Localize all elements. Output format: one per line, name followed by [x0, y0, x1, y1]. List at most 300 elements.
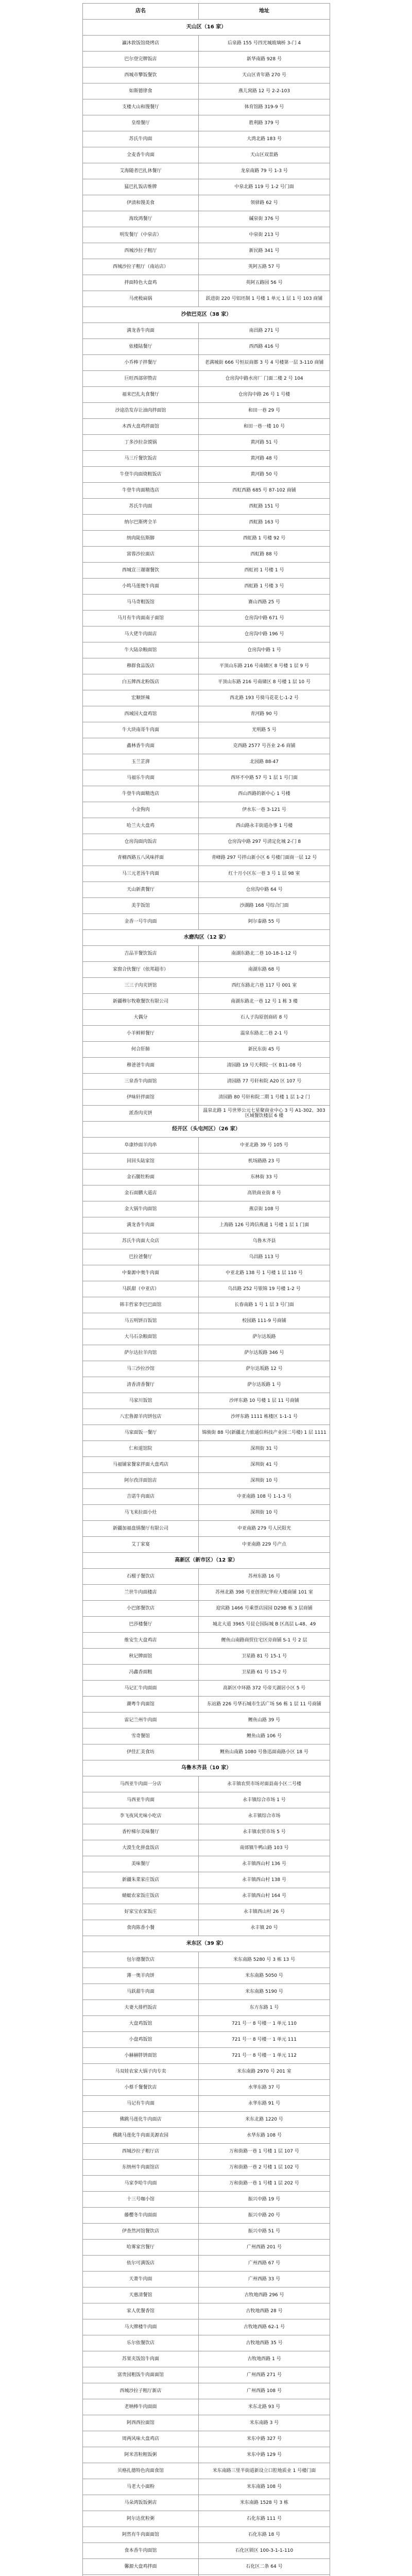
restaurant-name: 小乔棒子拌餐厅 — [83, 355, 199, 371]
table-row — [83, 738, 330, 754]
header-row — [83, 4, 330, 20]
table-row — [83, 2208, 330, 2224]
restaurant-name: 艾海随者巴扎休餐厅 — [83, 163, 199, 179]
table-row — [83, 898, 330, 914]
restaurant-address: 万和街路一巷 1 号楼 1 层 202 号 — [199, 2176, 330, 2192]
restaurant-address: 古牧地西路 1 号 — [199, 2351, 330, 2367]
table-row — [83, 1090, 330, 1106]
restaurant-name: 家窗合伙餐厅（依邦超市） — [83, 962, 199, 978]
restaurant-address: 西红东路北六巷 117 号 001 室 — [199, 978, 330, 994]
table-row — [83, 1010, 330, 1026]
table-row — [83, 2367, 330, 2383]
district-header-row — [83, 307, 330, 323]
restaurant-name: 苏氏牛肉面大众店 — [83, 1233, 199, 1249]
table-row — [83, 1920, 330, 1936]
restaurant-name: 伊渍和馒美食 — [83, 195, 199, 211]
table-row — [83, 1473, 330, 1489]
table-row — [83, 1984, 330, 2000]
table-row — [83, 2303, 330, 2319]
restaurant-name: 苏果夹饭馆牛肉面 — [83, 2351, 199, 2367]
restaurant-address: 石化东路 111 号 — [199, 2511, 330, 2527]
restaurant-address: 米东南路 1528 号 3 栋 — [199, 2495, 330, 2511]
table-row — [83, 1792, 330, 1808]
restaurant-name: 十三号咖小馆 — [83, 2192, 199, 2208]
restaurant-name: 马家川饭馆 — [83, 1393, 199, 1409]
restaurant-address: 广州西路 108 号 — [199, 2383, 330, 2399]
table-row — [83, 1585, 330, 1601]
restaurant-address: 南昌路 271 号 — [199, 323, 330, 339]
table-row — [83, 642, 330, 658]
restaurant-name: 美芋饭馆 — [83, 898, 199, 914]
restaurant-address: 仓房沟中路 671 号 — [199, 611, 330, 626]
restaurant-name: 小金狗肉 — [83, 802, 199, 818]
restaurant-address: 新华南路 928 号 — [199, 52, 330, 67]
restaurant-name: 马西亚牛肉面一分店 — [83, 1776, 199, 1792]
restaurant-address: 西虹初 1 号楼 1 号 — [199, 563, 330, 579]
restaurant-name: 巴尔登完牌饭店 — [83, 52, 199, 67]
restaurant-name: 满龙香牛肉面 — [83, 1217, 199, 1233]
table-row — [83, 259, 330, 275]
restaurant-name: 仁和道馆院 — [83, 1441, 199, 1457]
table-row — [83, 563, 330, 579]
restaurant-address: 古牧地西路 62-1 号 — [199, 2319, 330, 2335]
restaurant-address: 永丰镇西山村 164 号 — [199, 1888, 330, 1904]
restaurant-name: 好家宝农家饭庄 — [83, 1904, 199, 1920]
table-row — [83, 1633, 330, 1649]
restaurant-address: 天山区青年路 270 号 — [199, 67, 330, 83]
table-row — [83, 1952, 330, 1968]
table-row — [83, 371, 330, 387]
district-title: 沙依巴克区（38 家） — [83, 307, 330, 323]
restaurant-address: 深圳街 10 号 — [199, 1473, 330, 1489]
table-row — [83, 1728, 330, 1744]
restaurant-address: 永丰镇农贸市场 5 号 — [199, 1824, 330, 1840]
table-row — [83, 1824, 330, 1840]
restaurant-name: 穆群食品饭店 — [83, 658, 199, 674]
table-row — [83, 802, 330, 818]
restaurant-address: 鲤鱼山南路商贸住宅区旁商铺 S-1 号 2 层 — [199, 1633, 330, 1649]
table-row — [83, 403, 330, 419]
table-row — [83, 531, 330, 547]
restaurant-address: 鲤鱼山南路 1080 号鲁迅面南路小区 18 号 — [199, 1744, 330, 1760]
restaurant-name: 苏氏牛肉面 — [83, 499, 199, 515]
restaurant-name: 蜻蜓农家饭庄饭店 — [83, 1888, 199, 1904]
restaurant-address: 清园路 19 号天利院一区 B11-08 号 — [199, 1058, 330, 1074]
restaurant-name: 马双娃农家大锅子肉专卖 — [83, 2064, 199, 2080]
restaurant-name: 雪奇餐馆 — [83, 1728, 199, 1744]
restaurant-address: 长春南路 1 号 1 层 3 号门面 — [199, 1297, 330, 1313]
restaurant-name: 清香清香餐厅 — [83, 1377, 199, 1393]
restaurant-name: 馨源大盘鸡拌面 — [83, 2559, 199, 2575]
restaurant-address: 乌昌路 113 号 — [199, 1249, 330, 1265]
restaurant-name: 马飞来拉面小灶 — [83, 1505, 199, 1521]
restaurant-name: 丁多沙拉杂馍锅 — [83, 435, 199, 451]
restaurant-address: 721 号一 8 号楼一 1 单元 112 — [199, 2048, 330, 2064]
restaurant-name: 牛登牛肉面精选店 — [83, 483, 199, 499]
table-row — [83, 1601, 330, 1617]
restaurant-name: 佛跳马莲化牛肉面店 — [83, 2112, 199, 2128]
restaurant-address: 温泉北路 1 号世界公元七星聚商业中心 3 号 A1-302、303 区域餐饮楼层 6 楼 — [199, 1106, 330, 1122]
table-row — [83, 658, 330, 674]
restaurant-name: 猛巴扎饭店维牌 — [83, 179, 199, 195]
restaurant-name: 西城沙拉子粗厅（南站店） — [83, 259, 199, 275]
restaurant-address: 乌鲁木齐县 — [199, 1233, 330, 1249]
restaurant-address: 永丰镇综合市场 1 号 — [199, 1792, 330, 1808]
restaurant-address: 西虹路 88 号 — [199, 547, 330, 563]
table-row — [83, 1154, 330, 1170]
restaurant-address: 跃进街 220 号铝坯制 1 号楼 1 单元 1 层 1 号 103 商铺 — [199, 291, 330, 307]
table-row — [83, 1217, 330, 1233]
restaurant-name: 金石腿牡粉面 — [83, 1170, 199, 1185]
restaurant-address: 仓房沟中路水房厂 门面二楼 2 号 104 — [199, 371, 330, 387]
restaurant-name: 夫妻大排档饭店 — [83, 2000, 199, 2016]
restaurant-name: 贝格扎德特色肉面食馆 — [83, 2463, 199, 2479]
district-header-row — [83, 1760, 330, 1776]
restaurant-name: 新疆加福盘锅餐厅有限公司 — [83, 1521, 199, 1537]
restaurant-name: 大偶分 — [83, 1010, 199, 1026]
restaurant-address: 光明路 5 号 — [199, 722, 330, 738]
table-row — [83, 2256, 330, 2272]
restaurant-name: 马月有牛肉面南子面馆 — [83, 611, 199, 626]
restaurant-address: 米东南路 2970 号 201 室 — [199, 2064, 330, 2080]
restaurant-address: 领驿路 62 号 — [199, 195, 330, 211]
table-row — [83, 1681, 330, 1697]
table-row — [83, 1649, 330, 1665]
restaurant-address: 沙坪东路 1111 栋楼区 1-1-1 号 — [199, 1409, 330, 1425]
restaurant-name: 大马石杂粮面馆 — [83, 1329, 199, 1345]
restaurant-address: 米东中路 129 号 — [199, 2447, 330, 2463]
restaurant-name: 沙途浩发存让油肉拌面馆 — [83, 403, 199, 419]
restaurant-name: 大盘鸡饭馆 — [83, 2016, 199, 2032]
restaurant-name: 牛大块南哥牛肉面 — [83, 722, 199, 738]
restaurant-name: 家人优餐香馆 — [83, 2303, 199, 2319]
table-row — [83, 1361, 330, 1377]
restaurant-name: 小赫赫胖饼面馆 — [83, 2048, 199, 2064]
restaurant-address: 萨尔达坂路 12 号 — [199, 1361, 330, 1377]
table-row — [83, 323, 330, 339]
restaurant-address: 仓房沟中路 26 号 1 号楼 — [199, 387, 330, 403]
table-row — [83, 339, 330, 355]
restaurant-name: 中秦源中奥牛肉面 — [83, 1265, 199, 1281]
table-row — [83, 2096, 330, 2112]
restaurant-name: 小羊鲜鲜餐厅 — [83, 1026, 199, 1042]
table-row — [83, 467, 330, 483]
restaurant-address: 西虹路 151 号 — [199, 499, 330, 515]
restaurant-address: 北园路 88-47 — [199, 754, 330, 770]
restaurant-name: 天萧牛肉面 — [83, 2272, 199, 2287]
restaurant-table — [82, 3, 330, 2576]
restaurant-name: 金大锅牛肉面馆 — [83, 1201, 199, 1217]
restaurant-name: 阿然有牛肉面面馆 — [83, 2527, 199, 2543]
district-header-row — [83, 930, 330, 946]
table-row — [83, 1409, 330, 1425]
restaurant-name: 巨旺西部卯赞店 — [83, 371, 199, 387]
restaurant-address: 英阿五路园 56 号 — [199, 275, 330, 291]
table-row — [83, 1138, 330, 1154]
restaurant-address: 城北大道 3965 号昆仑国际城 B 区高层 L-48、49 — [199, 1617, 330, 1633]
table-row — [83, 2415, 330, 2431]
restaurant-name: 回回头陆家馆 — [83, 1154, 199, 1170]
district-header-row — [83, 1553, 330, 1569]
restaurant-name: 阿尔孜洋面馆店 — [83, 1473, 199, 1489]
table-row — [83, 227, 330, 243]
table-row — [83, 914, 330, 930]
table-row — [83, 595, 330, 611]
restaurant-address: 深圳街 41 号 — [199, 1457, 330, 1473]
restaurant-name: 西城沙拉子粗厅 — [83, 243, 199, 259]
restaurant-name: 马跃甜（中亚店） — [83, 1281, 199, 1297]
restaurant-name: 食肉陈香小餐 — [83, 1920, 199, 1936]
address-column-header: 地址 — [199, 4, 330, 20]
table-row — [83, 1489, 330, 1505]
restaurant-name: 萨尔达拉羊肉馆 — [83, 1345, 199, 1361]
table-row — [83, 419, 330, 435]
restaurant-address: 沙坪东路 10 号楼 1 层 11 号商铺 — [199, 1393, 330, 1409]
restaurant-name: 天惠清餐馆 — [83, 2287, 199, 2303]
restaurant-address: 仓房沟中路 196 号 — [199, 626, 330, 642]
table-row — [83, 147, 330, 163]
restaurant-name: 皇煌餐厅 — [83, 115, 199, 131]
restaurant-address: 老满城街 666 号恒辰商都 3 号 4 号楼第一层 3-110 商铺 — [199, 355, 330, 371]
restaurant-address: 古牧地西路 296 号 — [199, 2287, 330, 2303]
table-row — [83, 36, 330, 52]
restaurant-address: 大湾北路 183 号 — [199, 131, 330, 147]
district-header-row — [83, 20, 330, 36]
restaurant-name: 阿米菩粒粗饭粥 — [83, 2447, 199, 2463]
restaurant-name: 哈兰夫大盘鸡 — [83, 818, 199, 834]
restaurant-address: 胜利路 379 号 — [199, 115, 330, 131]
table-row — [83, 547, 330, 563]
table-row — [83, 2447, 330, 2463]
restaurant-name: 马西亚牛肉面 — [83, 1792, 199, 1808]
restaurant-name: 石榴子餐饮店 — [83, 1569, 199, 1585]
restaurant-address: 机场路路 23 号 — [199, 1154, 330, 1170]
restaurant-address: 高新区中环路 372 号帝天湖居小区 5 号 — [199, 1681, 330, 1697]
restaurant-address: 西环不中路 57 号 1 层 1 号门面 — [199, 770, 330, 786]
restaurant-name: 香柠梯尔美味餐厅 — [83, 1824, 199, 1840]
table-row — [83, 2080, 330, 2096]
restaurant-name: 牛大陆杂粮面馆 — [83, 642, 199, 658]
restaurant-address: 古牧地西路 35 号 — [199, 2335, 330, 2351]
restaurant-name: 福来巴扎丸食餐厅 — [83, 387, 199, 403]
restaurant-name: 马家面饭一餐厅 — [83, 1425, 199, 1441]
restaurant-address: 新民东街 45 号 — [199, 1042, 330, 1058]
table-row — [83, 243, 330, 259]
restaurant-address: 沙湖路 168 号综合门面 — [199, 898, 330, 914]
table-row — [83, 1425, 330, 1441]
restaurant-address: 新民路 341 号 — [199, 243, 330, 259]
table-row — [83, 690, 330, 706]
table-row — [83, 1281, 330, 1297]
restaurant-address: 广州西路 201 号 — [199, 2240, 330, 2256]
table-row — [83, 850, 330, 866]
table-row — [83, 2319, 330, 2335]
restaurant-address: 西虹路 1 号楼 92 号 — [199, 531, 330, 547]
restaurant-name: 马家李哈牛肉面 — [83, 2176, 199, 2192]
table-row — [83, 2543, 330, 2559]
restaurant-name: 马五明饼百饭馆 — [83, 1313, 199, 1329]
table-row — [83, 2160, 330, 2176]
restaurant-address: 中亚南路 108 号 1-1-3 号 — [199, 1489, 330, 1505]
restaurant-address: 中亚北路 138 号 1 号楼 1 层 110 号 — [199, 1265, 330, 1281]
table-row — [83, 2495, 330, 2511]
restaurant-address: 石化区锁区 100-3-1-1-110 — [199, 2543, 330, 2559]
table-row — [83, 131, 330, 147]
restaurant-name: 白五牌西北粉饭店 — [83, 674, 199, 690]
restaurant-address: 广州西路 33 号 — [199, 2272, 330, 2287]
restaurant-address: 721 号一 8 号楼一 1 单元 110 — [199, 2016, 330, 2032]
restaurant-name: 牛登牛肉面精选店 — [83, 786, 199, 802]
restaurant-address: 苏州东路 16 号 — [199, 1569, 330, 1585]
restaurant-name: 冯鑫香面粗 — [83, 1665, 199, 1681]
restaurant-address: 振兴中路 19 号 — [199, 2192, 330, 2208]
restaurant-name: 巴莎楼餐厅 — [83, 1617, 199, 1633]
restaurant-name: 小盘鸡饭馆 — [83, 2032, 199, 2048]
table-row — [83, 1697, 330, 1713]
restaurant-name: 马马奇粗饭馆 — [83, 595, 199, 611]
restaurant-name: 新疆朱菜家庄饭店 — [83, 1872, 199, 1888]
restaurant-name: 西城沙拉子粗厅店 — [83, 2144, 199, 2160]
restaurant-name: 仓房沟面肉饭店 — [83, 834, 199, 850]
table-row — [83, 2032, 330, 2048]
restaurant-name: 满龙香牛肉面 — [83, 323, 199, 339]
district-header-row — [83, 1936, 330, 1952]
table-row — [83, 1521, 330, 1537]
restaurant-address: 永丰镇西山村 138 号 — [199, 1872, 330, 1888]
restaurant-name: 如斯德律食 — [83, 83, 199, 99]
restaurant-address: 平顶山东路 216 号南储区 8 号楼 1 层 9 号 — [199, 658, 330, 674]
table-row — [83, 355, 330, 371]
restaurant-name: 全麦香牛肉面 — [83, 147, 199, 163]
restaurant-name: 周两风味大盘鸡店 — [83, 2431, 199, 2447]
restaurant-address: 鲤鱼山路 39 号 — [199, 1713, 330, 1728]
restaurant-address: 东方东路 1 号 — [199, 2000, 330, 2016]
restaurant-name: 青楠西路五八风味拌面 — [83, 850, 199, 866]
restaurant-address: 米东中路 327 号 — [199, 2431, 330, 2447]
restaurant-address: 西山路永丰街道办事 1 号楼 — [199, 818, 330, 834]
restaurant-address: 迎宾路 1466 号乘票店园园 D29B 栋 3 层商铺 — [199, 1601, 330, 1617]
table-row — [83, 67, 330, 83]
restaurant-name: 伊味轩拌面馆 — [83, 1090, 199, 1106]
restaurant-name: 潮粤牛肉面馆 — [83, 1697, 199, 1713]
restaurant-name: 马虎极扁锅 — [83, 291, 199, 307]
table-row — [83, 1968, 330, 1984]
district-title: 乌鲁木齐县（10 家） — [83, 1760, 330, 1776]
table-row — [83, 1457, 330, 1473]
restaurant-address: 西山西路的新中心 1 号楼 — [199, 786, 330, 802]
restaurant-address: 石人子沟原创商砖 8 号 — [199, 1010, 330, 1026]
table-row — [83, 211, 330, 227]
restaurant-name: 穆爸爸牛肉面 — [83, 1058, 199, 1074]
restaurant-name: 瀛沐敦饭馆烧烤店 — [83, 36, 199, 52]
restaurant-name: 马大牌楼牛肉面 — [83, 2319, 199, 2335]
table-row — [83, 626, 330, 642]
restaurant-address: 西虹西路 685 号 87-102 商铺 — [199, 483, 330, 499]
restaurant-address: 永丰镇农贸市场对面县南小区二号楼 — [199, 1776, 330, 1792]
restaurant-address: 中泉北路 119 号 1-2 号门面 — [199, 179, 330, 195]
restaurant-address: 萨尔达坂路 — [199, 1329, 330, 1345]
restaurant-address: 乌昌路 252 号银锦 19 号楼 1-2 号 — [199, 1281, 330, 1297]
restaurant-address: 米东北路 1220 号 — [199, 2112, 330, 2128]
restaurant-name: 西城宣三谢谢餐饮 — [83, 563, 199, 579]
table-row — [83, 1888, 330, 1904]
restaurant-name: 宏顺饼辣 — [83, 690, 199, 706]
restaurant-address: 鲤鱼山路 106 号 — [199, 1728, 330, 1744]
restaurant-name: 新疆穆尔牧歌餐饮有限公司 — [83, 994, 199, 1010]
restaurant-address: 高铁商业街 8 号 — [199, 1185, 330, 1201]
table-row — [83, 1313, 330, 1329]
table-row — [83, 818, 330, 834]
table-row — [83, 2559, 330, 2575]
table-row — [83, 515, 330, 531]
restaurant-address: 伊水东一巷 3-121 号 — [199, 802, 330, 818]
table-row — [83, 1329, 330, 1345]
table-row — [83, 1170, 330, 1185]
table-row — [83, 1265, 330, 1281]
table-row — [83, 1026, 330, 1042]
restaurant-address: 克西路 2577 号吾业 2-6 商铺 — [199, 738, 330, 754]
restaurant-name: 何合肝肺 — [83, 1042, 199, 1058]
table-row — [83, 1106, 330, 1122]
restaurant-address: 古牧地西路 28 号 — [199, 2303, 330, 2319]
restaurant-name: 李飞夜风光味小吃店 — [83, 1808, 199, 1824]
restaurant-address: 和田一巷一楼 10 号 — [199, 419, 330, 435]
restaurant-name: 大漠生化拼盘饭店 — [83, 1840, 199, 1856]
restaurant-address: 仓房沟中路 64 号 — [199, 882, 330, 898]
restaurant-address: 后泉路 155 号四光城玻璃桥 3-门 4 — [199, 36, 330, 52]
restaurant-name: 西域国大盘鸡馆 — [83, 706, 199, 722]
table-row — [83, 866, 330, 882]
table-row — [83, 1904, 330, 1920]
table-row — [83, 1713, 330, 1728]
table-row — [83, 1345, 330, 1361]
restaurant-name: 海玫鸿餐厅 — [83, 211, 199, 227]
table-row — [83, 115, 330, 131]
restaurant-address: 碱泉街 376 号 — [199, 211, 330, 227]
restaurant-address: 卫星路 61 号 15-2 号 — [199, 1665, 330, 1681]
restaurant-name: 维安生大盘鸡店 — [83, 1633, 199, 1649]
restaurant-address: 上海路 126 号鸿信燕通 1 号楼 1 层 1 门面 — [199, 1217, 330, 1233]
table-row — [83, 2112, 330, 2128]
restaurant-name: 天山新黄餐厅 — [83, 882, 199, 898]
restaurant-name: 马记汇牛肉面面 — [83, 1681, 199, 1697]
restaurant-address: 南湖东路 68 号 — [199, 962, 330, 978]
restaurant-address: 西西路 416 号 — [199, 339, 330, 355]
table-row — [83, 1042, 330, 1058]
table-row — [83, 83, 330, 99]
table-row — [83, 2527, 330, 2543]
table-row — [83, 275, 330, 291]
table-row — [83, 2192, 330, 2208]
restaurant-name: 美味餐厅 — [83, 1856, 199, 1872]
restaurant-address: 米东南路三里半街道新设立口腔地质业 1 号楼门面 — [199, 2463, 330, 2479]
restaurant-address: 萨尔达坂路 346 号 — [199, 1345, 330, 1361]
table-row — [83, 1249, 330, 1265]
table-row — [83, 1569, 330, 1585]
restaurant-name: 八宏鲁源羊肉饼包店 — [83, 1409, 199, 1425]
restaurant-name: 伊佳汇美食坊 — [83, 1744, 199, 1760]
restaurant-name: 苏氏牛肉面 — [83, 131, 199, 147]
restaurant-address: 深圳街 10 号 — [199, 1505, 330, 1521]
restaurant-name: 老呐棒牛肉面面 — [83, 2399, 199, 2415]
restaurant-list-document — [82, 3, 330, 2576]
restaurant-address: 燕京街 108 号 — [199, 1201, 330, 1217]
restaurant-address: 振兴中路 20 号 — [199, 2208, 330, 2224]
restaurant-address: 水华东路 108 号 — [199, 2128, 330, 2144]
restaurant-address: 南湖东路北一巷 12 号 1 栋 3 楼 — [199, 994, 330, 1010]
restaurant-name: 马朵鸿饭饭粥店 — [83, 2495, 199, 2511]
table-row — [83, 435, 330, 451]
